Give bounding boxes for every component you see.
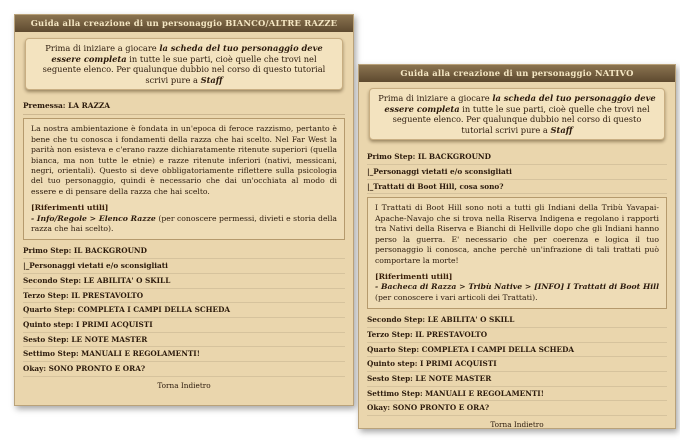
panel-title: Guida alla creazione di un personaggio BIANCO/ALTRE RAZZE bbox=[15, 15, 353, 32]
trattati-info-box bbox=[367, 197, 667, 309]
step-link[interactable]: Quinto step: I PRIMI ACQUISTI bbox=[367, 357, 667, 372]
ref-description: (per conoscere i vari articoli dei Trattati). bbox=[375, 292, 538, 302]
step-link[interactable]: Terzo Step: IL PRESTAVOLTO bbox=[367, 328, 667, 343]
step-link[interactable]: Quinto step: I PRIMI ACQUISTI bbox=[23, 318, 345, 333]
intro-box bbox=[369, 88, 665, 140]
intro-emphasis: la scheda del tuo personaggio deve essere completa bbox=[51, 43, 323, 64]
steps-list bbox=[359, 313, 675, 416]
intro-box bbox=[25, 38, 343, 90]
intro-text-continued: in tutte le sue parti, cioè quelle che trovi nel seguente elenco. Per qualunque dubbio nel corso di questo tutorial scrivi pure a bbox=[42, 53, 326, 85]
staff-link[interactable]: Staff bbox=[550, 124, 573, 135]
guide-panel-bianco bbox=[14, 14, 354, 406]
step-link[interactable]: Okay: SONO PRONTO E ORA? bbox=[367, 401, 667, 416]
step-link[interactable]: Quarto Step: COMPLETA I CAMPI DELLA SCHEDA bbox=[23, 303, 345, 318]
ref-title: [Riferimenti utili] bbox=[375, 271, 453, 281]
guide-panel-nativo bbox=[358, 64, 676, 429]
step-link[interactable]: Quarto Step: COMPLETA I CAMPI DELLA SCHEDA bbox=[367, 343, 667, 358]
ref-link-elenco-razze[interactable]: - Info/Regole > Elenco Razze bbox=[31, 213, 156, 223]
razza-info-box bbox=[23, 118, 345, 240]
step-link[interactable]: Primo Step: IL BACKGROUND bbox=[367, 150, 667, 165]
intro-text-continued: in tutte le sue parti, cioè quelle che trovi nel seguente elenco. Per qualunque dubbio nel corso di questo tutorial scrivi pure a bbox=[392, 103, 650, 135]
step-link[interactable]: Okay: SONO PRONTO E ORA? bbox=[23, 362, 345, 377]
step-link[interactable]: |_Trattati di Boot Hill, cosa sono? bbox=[367, 180, 667, 195]
trattati-info-text: I Trattati di Boot Hill sono noti a tutti gli Indiani della Tribù Yavapai-Apache-Navajo che si trova nella Riserva Indigena e regolano i rapporti tra Nativi della Riserva e Bianchi di Hellville dopo che gli Indiani hanno perso la guerra. E' necessario che per coerenza e logica il tuo personaggio li conosca, anche perchè un'infrazione di tali trattati può comportare la morte! bbox=[375, 203, 659, 265]
ref-title: [Riferimenti utili] bbox=[31, 203, 109, 213]
step-link[interactable]: Secondo Step: LE ABILITA' O SKILL bbox=[23, 274, 345, 289]
intro-emphasis: la scheda del tuo personaggio deve essere completa bbox=[384, 93, 656, 114]
step-link[interactable]: Sesto Step: LE NOTE MASTER bbox=[367, 372, 667, 387]
steps-list bbox=[15, 244, 353, 376]
premessa-link[interactable]: Premessa: LA RAZZA bbox=[23, 100, 345, 115]
step-link[interactable]: Secondo Step: LE ABILITA' O SKILL bbox=[367, 313, 667, 328]
back-link[interactable]: Torna Indietro bbox=[490, 420, 544, 430]
step-link[interactable]: |_Personaggi vietati e/o sconsigliati bbox=[367, 165, 667, 180]
step-link[interactable]: Sesto Step: LE NOTE MASTER bbox=[23, 333, 345, 348]
step-link[interactable]: Settimo Step: MANUALI E REGOLAMENTI! bbox=[23, 347, 345, 362]
intro-text: Prima di iniziare a giocare bbox=[378, 93, 493, 103]
head-steps bbox=[359, 150, 675, 194]
step-link[interactable]: |_Personaggi vietati e/o sconsigliati bbox=[23, 259, 345, 274]
ref-link-trattati[interactable]: - Bacheca di Razza > Tribù Native > [INFO] I Trattati di Boot Hill bbox=[375, 282, 659, 292]
step-link[interactable]: Settimo Step: MANUALI E REGOLAMENTI! bbox=[367, 387, 667, 402]
staff-link[interactable]: Staff bbox=[200, 74, 223, 85]
step-link[interactable]: Primo Step: IL BACKGROUND bbox=[23, 244, 345, 259]
intro-text: Prima di iniziare a giocare bbox=[45, 43, 160, 53]
step-link[interactable]: Terzo Step: IL PRESTAVOLTO bbox=[23, 289, 345, 304]
razza-info-text: La nostra ambientazione è fondata in un'epoca di feroce razzismo, pertanto è bene che tu conosca i fondamenti della razza che hai scelto. Nel Far West la parità non esisteva e c'erano razze dichiaratamente ritenute superiori (quella bianca, ma non tutte le etnie) e razze ritenute inferiori (nativi, messicani, negri, orientali). Questo si deve obbligatoriamente riflettere sulla psicologia del tuo personaggio, quindi è necessario che dai un'occhiata al modo di essere e di pensare della razza che hai scelto. bbox=[31, 124, 337, 196]
back-link[interactable]: Torna Indietro bbox=[157, 380, 211, 390]
ref-description: (per conoscere permessi, divieti e storia della razza che hai scelto). bbox=[31, 213, 337, 234]
panel-title: Guida alla creazione di un personaggio NATIVO bbox=[359, 65, 675, 82]
